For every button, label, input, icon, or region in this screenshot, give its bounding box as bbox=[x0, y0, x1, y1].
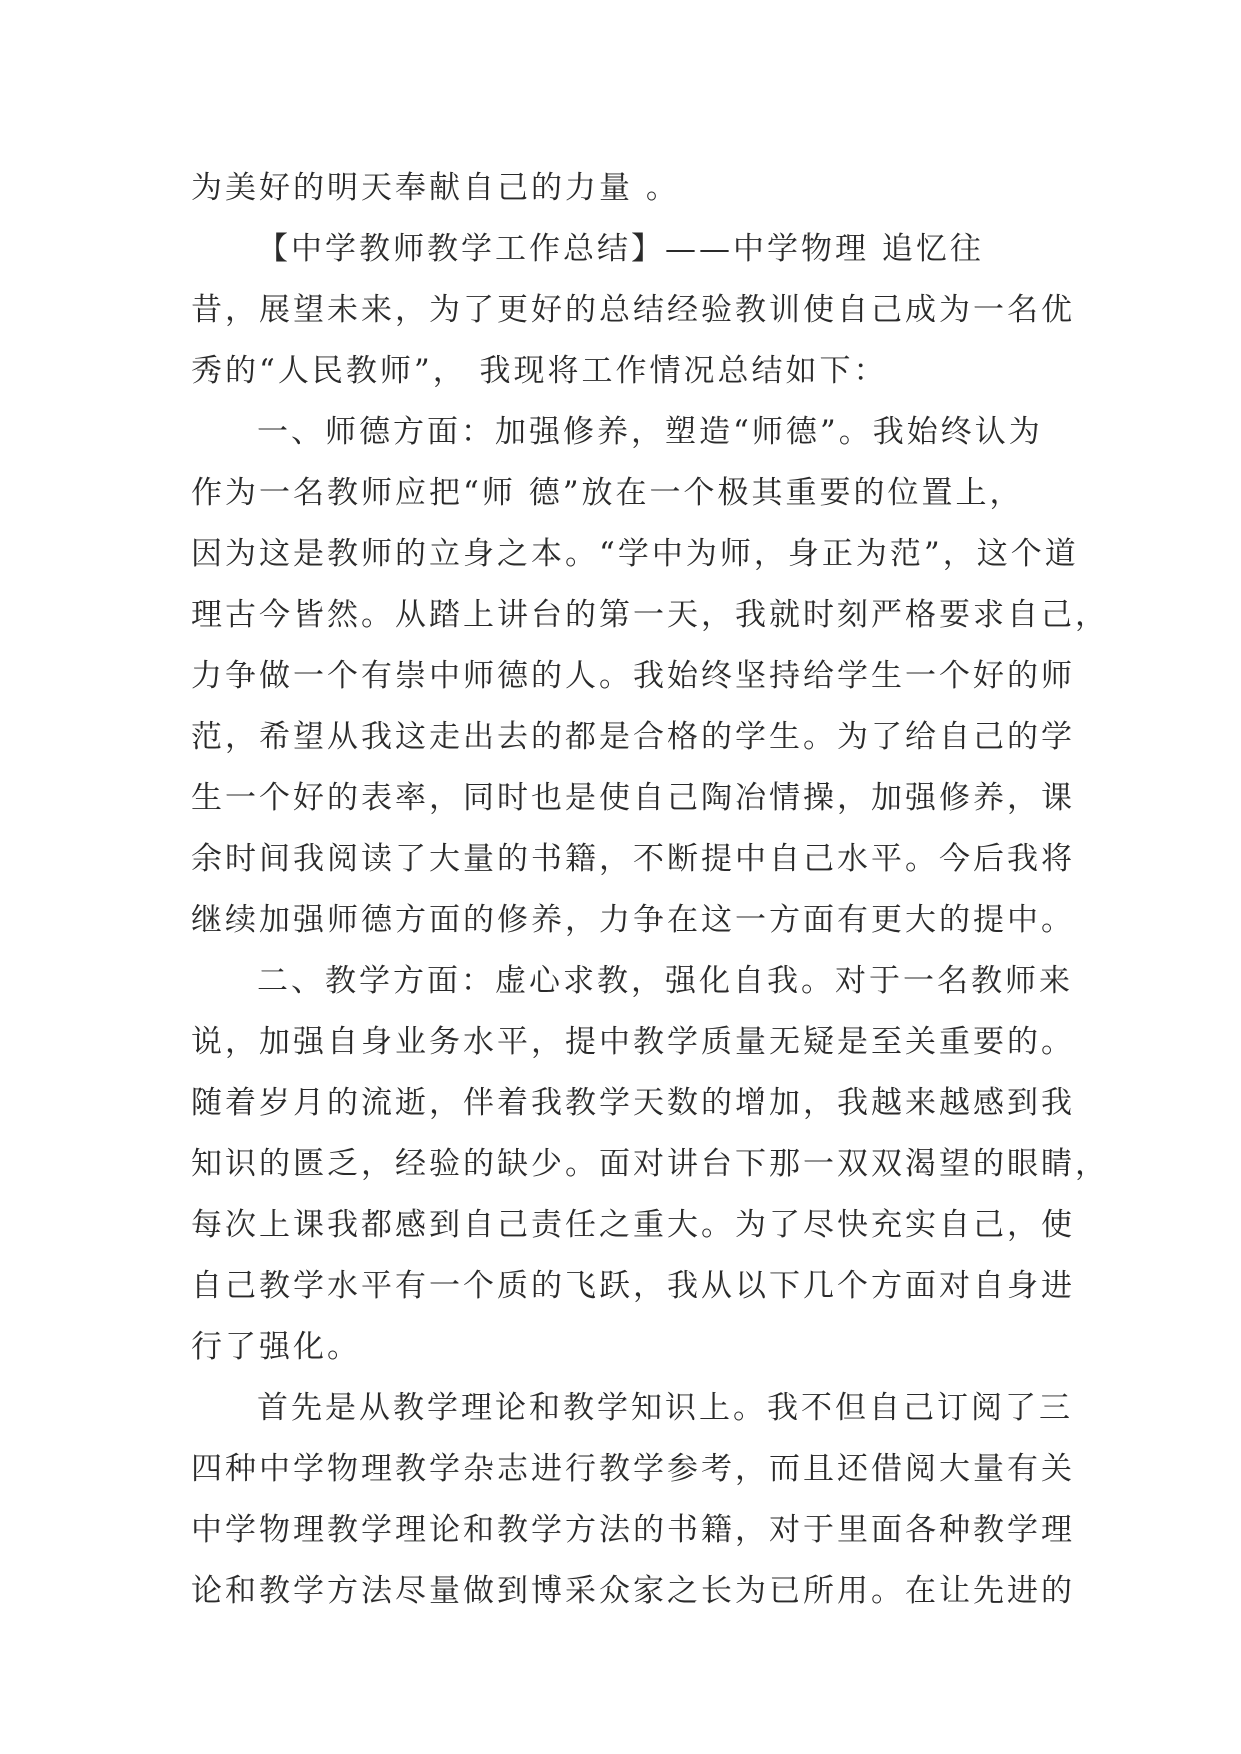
text-line: 一、师德方面：加强修养，塑造“师德”。我始终认为 bbox=[257, 414, 1043, 450]
text-line: 因为这是教师的立身之本。“学中为师，身正为范”，这个道 bbox=[191, 536, 1079, 572]
text-line: 理古今皆然。从踏上讲台的第一天，我就时刻严格要求自己， bbox=[191, 597, 1109, 633]
text-line: 每次上课我都感到自己责任之重大。为了尽快充实自己，使 bbox=[191, 1207, 1075, 1243]
text-line: 自己教学水平有一个质的飞跃，我从以下几个方面对自身进 bbox=[191, 1268, 1075, 1304]
text-line: 说，加强自身业务水平，提中教学质量无疑是至关重要的。 bbox=[191, 1024, 1075, 1060]
text-line: 二、教学方面：虚心求教，强化自我。对于一名教师来 bbox=[257, 963, 1073, 999]
text-line: 论和教学方法尽量做到博采众家之长为已所用。在让先进的 bbox=[191, 1573, 1075, 1609]
text-line: 昔，展望未来，为了更好的总结经验教训使自己成为一名优 bbox=[191, 292, 1075, 328]
text-line: 【中学教师教学工作总结】——中学物理 追忆往 bbox=[257, 231, 984, 267]
text-line: 力争做一个有崇中师德的人。我始终坚持给学生一个好的师 bbox=[191, 658, 1075, 694]
text-line: 继续加强师德方面的修养，力争在这一方面有更大的提中。 bbox=[191, 902, 1075, 938]
text-line: 知识的匮乏，经验的缺少。面对讲台下那一双双渴望的眼睛， bbox=[191, 1146, 1109, 1182]
text-line: 随着岁月的流逝，伴着我教学天数的增加，我越来越感到我 bbox=[191, 1085, 1075, 1121]
text-line: 行了强化。 bbox=[191, 1329, 361, 1365]
text-line: 范，希望从我这走出去的都是合格的学生。为了给自己的学 bbox=[191, 719, 1075, 755]
text-line: 余时间我阅读了大量的书籍，不断提中自己水平。今后我将 bbox=[191, 841, 1075, 877]
document-body bbox=[191, 158, 1109, 1622]
text-line: 秀的“人民教师”， 我现将工作情况总结如下： bbox=[191, 353, 888, 389]
text-line: 四种中学物理教学杂志进行教学参考，而且还借阅大量有关 bbox=[191, 1451, 1075, 1487]
text-line: 首先是从教学理论和教学知识上。我不但自己订阅了三 bbox=[257, 1390, 1073, 1426]
text-line: 为美好的明天奉献自己的力量 。 bbox=[191, 170, 680, 206]
text-line: 中学物理教学理论和教学方法的书籍，对于里面各种教学理 bbox=[191, 1512, 1075, 1548]
text-line: 作为一名教师应把“师 德”放在一个极其重要的位置上， bbox=[191, 475, 1024, 511]
text-line: 生一个好的表率，同时也是使自己陶冶情操，加强修养，课 bbox=[191, 780, 1075, 816]
